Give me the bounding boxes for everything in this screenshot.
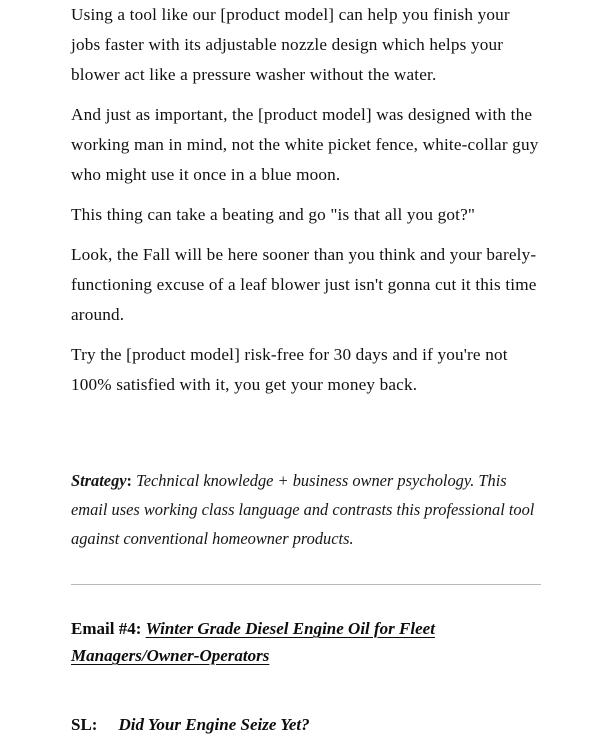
document-content — [71, 0, 541, 738]
subject-line-text: Did Your Engine Seize Yet? — [118, 715, 310, 734]
body-paragraph-1: Using a tool like our [product model] can help you finish your jobs faster with its adjustable nozzle design which helps your blower act like a pressure washer without the water. — [71, 5, 510, 84]
strategy-spacer — [71, 410, 541, 466]
body-paragraph-2: And just as important, the [product model] was designed with the working man in mind, not the white picket fence, white-collar guy who might use it once in a blue moon. — [71, 105, 539, 184]
subject-line-label: SL: — [71, 715, 98, 734]
body-paragraph-3: This thing can take a beating and go "is that all you got?" — [71, 205, 476, 224]
body-paragraph-5: Try the [product model] risk-free for 30 days and if you're not 100% satisfied with it, you get your money back. — [71, 345, 508, 394]
strategy-text: Technical knowledge + business owner psychology. This email uses working class language and contrasts this professional tool against conventional homeowner products. — [71, 471, 535, 548]
section-divider — [71, 584, 541, 585]
strategy-note — [71, 466, 541, 553]
email-heading-label: Email #4: — [71, 619, 146, 638]
subject-line — [71, 711, 541, 738]
email-heading-title: Winter Grade Diesel Engine Oil for Fleet Managers/Owner-Operators — [71, 619, 435, 665]
strategy-label: Strategy — [71, 471, 127, 490]
subject-line-spacer — [71, 669, 541, 711]
email-heading — [71, 615, 541, 669]
section-divider-wrap — [71, 553, 541, 615]
strategy-label-colon: : — [126, 471, 133, 490]
body-paragraph-4: Look, the Fall will be here sooner than you think and your barely-functioning excuse of a leaf blower just isn't gonna cut it this time around. — [71, 245, 537, 324]
